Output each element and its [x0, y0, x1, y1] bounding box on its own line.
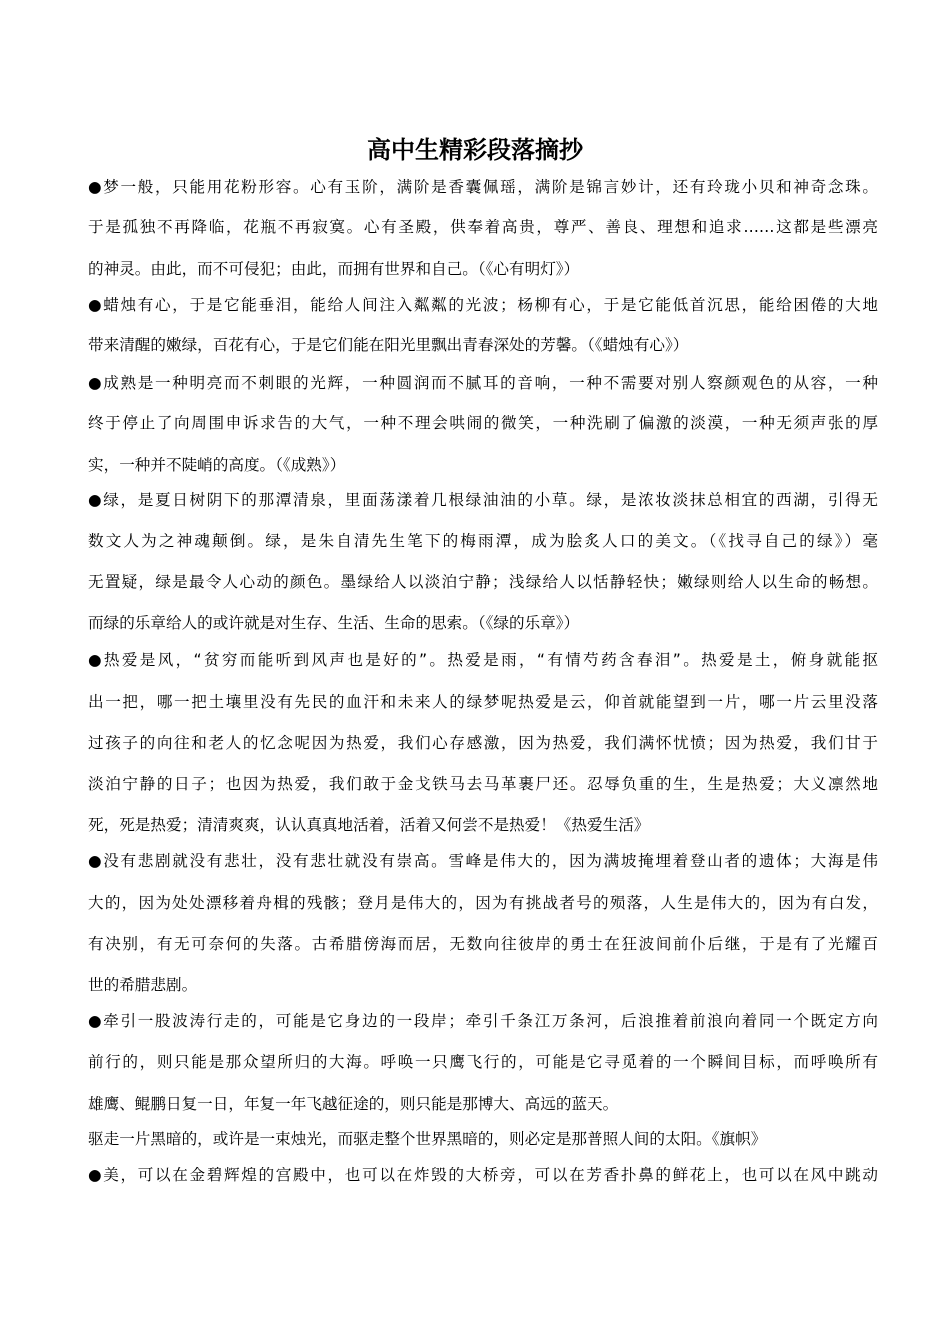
text-line: 实，一种并不陡峭的高度。（《成熟》）: [88, 456, 346, 474]
text-line: ●牵引一股波涛行走的，可能是它身边的一段岸；牵引千条江万条河，后浪推着前浪向着同一个既定方向: [88, 1012, 878, 1030]
text-line: 驱走一片黑暗的，或许是一束烛光，而驱走整个世界黑暗的，则必定是那普照人间的太阳。《旗帜》: [88, 1130, 767, 1148]
text-line: ●没有悲剧就没有悲壮，没有悲壮就没有崇高。雪峰是伟大的，因为满坡掩埋着登山者的遗体；大海是伟: [88, 852, 878, 870]
page-title: 高中生精彩段落摘抄: [367, 135, 583, 164]
text-line: ●热爱是风，“贫穷而能听到风声也是好的”。热爱是雨，“有情芍药含春泪”。热爱是土，俯身就能抠: [88, 651, 878, 669]
text-line: 出一把，哪一把土壤里没有先民的血汗和未来人的绿梦呢热爱是云，仰首就能望到一片，哪一片云里没落: [88, 693, 878, 711]
text-line: 雄鹰、鲲鹏日复一日，年复一年飞越征途的，则只能是那博大、高远的蓝天。: [88, 1095, 619, 1113]
text-line: 于是孤独不再降临，花瓶不再寂寞。心有圣殿，供奉着高贵，尊严、善良、理想和追求……这都是些漂亮: [88, 218, 878, 236]
text-line: 有决别，有无可奈何的失落。古希腊傍海而居，无数向往彼岸的勇士在狂波间前仆后继，于是有了光耀百: [88, 935, 878, 953]
text-line: 无置疑，绿是最令人心动的颜色。墨绿给人以淡泊宁静；浅绿给人以恬静轻快；嫩绿则给人以生命的畅想。: [88, 573, 878, 591]
text-line: 淡泊宁静的日子；也因为热爱，我们敢于金戈铁马去马革裹尸还。忍辱负重的生，生是热爱；大义凛然地: [88, 775, 878, 793]
text-line: ●成熟是一种明亮而不刺眼的光辉，一种圆润而不腻耳的音响，一种不需要对别人察颜观色的从容，一种: [88, 374, 878, 392]
text-line: 过孩子的向往和老人的忆念呢因为热爱，我们心存感激，因为热爱，我们满怀忧愤；因为热爱，我们甘于: [88, 734, 878, 752]
text-line: 世的希腊悲剧。: [88, 976, 198, 994]
text-line: ●梦一般，只能用花粉形容。心有玉阶，满阶是香囊佩瑶，满阶是锦言妙计，还有玲珑小贝和神奇念珠。: [88, 178, 878, 196]
text-line: 数文人为之神魂颠倒。绿，是朱自清先生笔下的梅雨潭，成为脍炙人口的美文。（《找寻自己的绿》）毫: [88, 532, 878, 550]
text-line: 的神灵。由此，而不可侵犯；由此，而拥有世界和自己。（《心有明灯》）: [88, 260, 580, 278]
text-line: ●绿，是夏日树阴下的那潭清泉，里面荡漾着几根绿油油的小草。绿，是浓妆淡抹总相宜的西湖，引得无: [88, 491, 878, 509]
text-line: 前行的，则只能是那众望所归的大海。呼唤一只鹰飞行的，可能是它寻觅着的一个瞬间目标，而呼唤所有: [88, 1053, 878, 1071]
text-line: 大的，因为处处漂移着舟楫的残骸；登月是伟大的，因为有挑战者号的殒落，人生是伟大的，因为有白发，: [88, 894, 878, 912]
text-line: 带来清醒的嫩绿，百花有心，于是它们能在阳光里飘出青春深处的芳馨。（《蜡烛有心》）: [88, 336, 689, 354]
text-line: ●美，可以在金碧辉煌的宫殿中，也可以在炸毁的大桥旁，可以在芳香扑鼻的鲜花上，也可以在风中跳动: [88, 1166, 878, 1184]
text-line: ●蜡烛有心，于是它能垂泪，能给人间注入粼粼的光波；杨柳有心，于是它能低首沉思，能给困倦的大地: [88, 296, 878, 314]
text-line: 死，死是热爱；清清爽爽，认认真真地活着，活着又何尝不是热爱！《热爱生活》: [88, 816, 650, 834]
text-line: 终于停止了向周围申诉求告的大气，一种不理会哄闹的微笑，一种洗刷了偏激的淡漠，一种无须声张的厚: [88, 414, 878, 432]
text-line: 而绿的乐章给人的或许就是对生存、生活、生命的思索。（《绿的乐章》）: [88, 614, 580, 632]
